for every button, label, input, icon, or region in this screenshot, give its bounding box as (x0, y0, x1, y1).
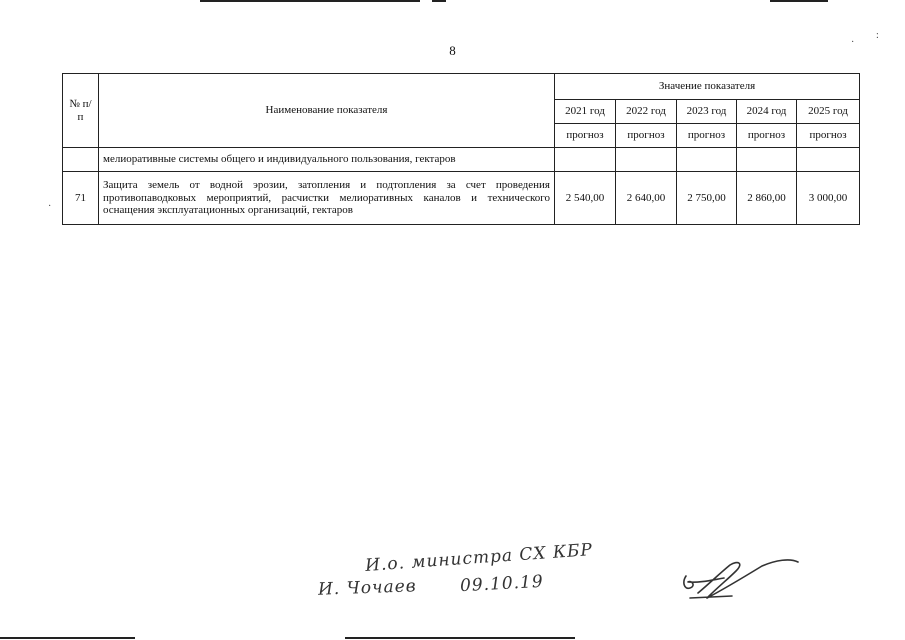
scan-artifact-top (770, 0, 828, 2)
scan-artifact-bottom (0, 637, 135, 639)
year-header: 2023 год (677, 100, 737, 124)
handwritten-position: И.о. министра СХ КБР (364, 540, 594, 576)
row-value (616, 148, 677, 172)
forecast-label: прогноз (555, 124, 616, 148)
forecast-label: прогноз (677, 124, 737, 148)
row-value (555, 148, 616, 172)
forecast-label: прогноз (797, 124, 860, 148)
row-value: 2 750,00 (677, 172, 737, 225)
scan-speck: · (851, 37, 855, 48)
row-name: Защита земель от водной эрозии, затопления и подтопления за счет проведения противопаводковых мероприятий, расчистки мелиоративных каналов и технического оснащения эксплуатационных организаций, гектаров (99, 172, 555, 225)
number-column-header: № п/п (63, 74, 99, 148)
table-row (63, 148, 860, 172)
name-column-header: Наименование показателя (99, 74, 555, 148)
table-row (63, 172, 860, 225)
scan-artifact-top (432, 0, 446, 2)
year-header: 2025 год (797, 100, 860, 124)
year-header: 2021 год (555, 100, 616, 124)
scan-speck: : (876, 30, 879, 41)
scan-artifact-bottom (345, 637, 575, 639)
signature-image (672, 552, 802, 607)
scan-speck: · (48, 201, 52, 212)
row-number (63, 148, 99, 172)
row-value: 3 000,00 (797, 172, 860, 225)
page-number: 8 (449, 43, 456, 58)
scan-artifact-top (200, 0, 420, 2)
row-value: 2 540,00 (555, 172, 616, 225)
forecast-label: прогноз (616, 124, 677, 148)
row-value (677, 148, 737, 172)
value-group-header: Значение показателя (555, 74, 860, 100)
row-value (797, 148, 860, 172)
year-header: 2024 год (737, 100, 797, 124)
row-value: 2 860,00 (737, 172, 797, 225)
row-name: мелиоративные системы общего и индивидуального пользования, гектаров (99, 148, 555, 172)
row-number: 71 (63, 172, 99, 225)
row-value: 2 640,00 (616, 172, 677, 225)
forecast-label: прогноз (737, 124, 797, 148)
header-row (63, 74, 860, 100)
year-header: 2022 год (616, 100, 677, 124)
handwritten-name: И. Чочаев (317, 576, 418, 600)
handwritten-date: 09.10.19 (459, 571, 545, 597)
indicators-table (62, 73, 860, 225)
row-value (737, 148, 797, 172)
